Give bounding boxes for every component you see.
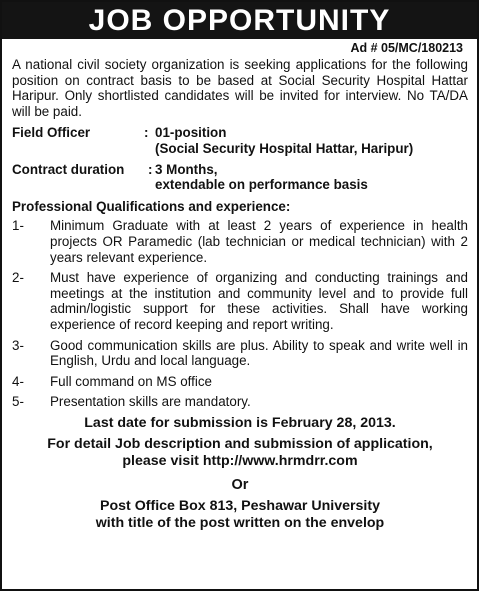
list-item [12, 270, 468, 332]
list-item [12, 218, 468, 265]
or-separator: Or [231, 476, 249, 493]
position-colon: : [144, 125, 149, 141]
position-details [155, 125, 468, 156]
list-item-text: Full command on MS office [50, 373, 212, 389]
ad-reference: Ad # 05/MC/180213 [350, 41, 463, 55]
list-item-text: Presentation skills are mandatory. [50, 394, 251, 410]
job-opportunity-banner [2, 2, 477, 39]
list-item [12, 338, 468, 369]
list-item-text: Minimum Graduate with at least 2 years of experience in health projects OR Paramedic (lab technician or medical technician) with 2 years relevant experience. [50, 218, 468, 265]
qualifications-heading: Professional Qualifications and experience: [12, 198, 291, 214]
contract-extension: extendable on performance basis [155, 177, 368, 193]
contract-label: Contract duration [12, 161, 125, 177]
apply-instructions [12, 436, 468, 470]
list-item-number: 4- [12, 373, 24, 389]
position-label: Field Officer [12, 125, 91, 141]
list-item-text: Good communication skills are plus. Ability to speak and write well in English, Urdu and local language. [50, 337, 468, 369]
ad-body [2, 57, 477, 532]
contract-duration: 3 Months, [155, 161, 218, 177]
list-item-number: 2- [12, 270, 24, 286]
envelope-note-line: with title of the post written on the envelop [95, 514, 385, 531]
contract-colon: : [148, 161, 153, 177]
list-item-number: 1- [12, 218, 24, 234]
list-item [12, 394, 468, 410]
apply-website-line: please visit http://www.hrmdrr.com [122, 452, 358, 469]
position-count: 01-position [155, 125, 227, 141]
post-box-line: Post Office Box 813, Peshawar University [100, 497, 380, 514]
postal-address [12, 498, 468, 532]
banner-title: JOB OPPORTUNITY [88, 3, 391, 37]
position-row [12, 125, 468, 156]
submission-deadline: Last date for submission is February 28, 2013. [84, 414, 396, 431]
qualifications-list [12, 218, 468, 410]
position-location: (Social Security Hospital Hattar, Haripur) [155, 140, 414, 156]
list-item [12, 374, 468, 390]
list-item-text: Must have experience of organizing and conducting trainings and meetings at the institution and community level and to provide full admin/logistic support for these activities. Shall have working experience of record keeping and report writing. [50, 270, 468, 332]
list-item-number: 3- [12, 337, 24, 353]
intro-paragraph: A national civil society organization is seeking applications for the following position on contract basis to be based at Social Security Hospital Hattar Haripur. Only shortlisted candidates will be invited for interview. No TA/DA will be paid. [12, 57, 468, 119]
apply-line-1: For detail Job description and submission of application, [47, 435, 433, 452]
contract-details [155, 162, 468, 193]
contract-row [12, 162, 468, 193]
list-item-number: 5- [12, 394, 24, 410]
